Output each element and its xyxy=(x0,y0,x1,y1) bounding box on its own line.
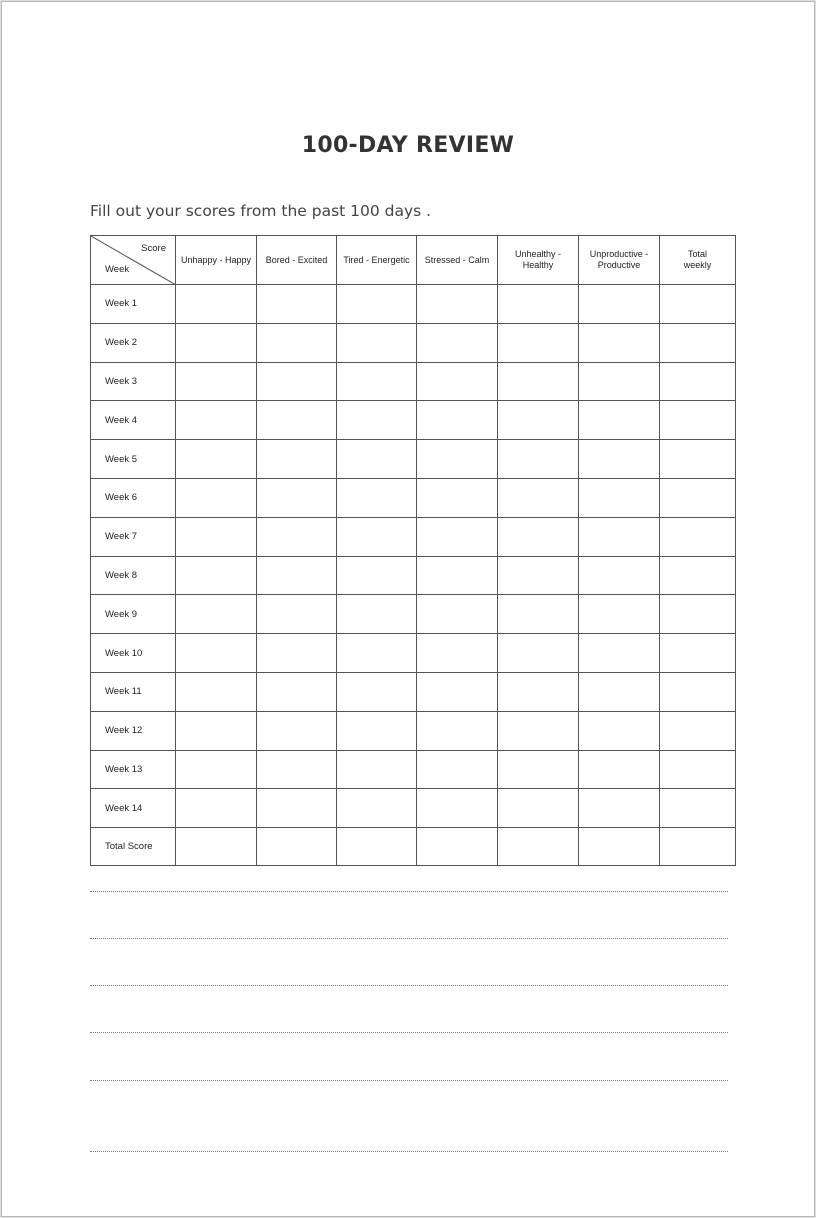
total-row xyxy=(91,828,736,866)
score-cell[interactable] xyxy=(417,711,498,750)
corner-score-label: Score xyxy=(141,243,166,254)
score-cell[interactable] xyxy=(498,401,579,440)
score-cell[interactable] xyxy=(417,285,498,324)
score-cell[interactable] xyxy=(579,478,660,517)
score-cell[interactable] xyxy=(579,828,660,866)
score-cell[interactable] xyxy=(498,362,579,401)
score-cell[interactable] xyxy=(660,478,736,517)
score-cell[interactable] xyxy=(176,478,257,517)
score-cell[interactable] xyxy=(337,440,417,479)
notes-line[interactable] xyxy=(90,985,728,986)
row-label: Week 3 xyxy=(91,362,176,401)
score-cell[interactable] xyxy=(579,323,660,362)
score-cell[interactable] xyxy=(498,672,579,711)
score-cell[interactable] xyxy=(337,634,417,673)
score-cell[interactable] xyxy=(498,323,579,362)
score-cell[interactable] xyxy=(660,672,736,711)
score-cell[interactable] xyxy=(660,750,736,789)
column-header xyxy=(417,236,498,285)
score-cell[interactable] xyxy=(579,634,660,673)
page-title: 100-DAY REVIEW xyxy=(301,133,515,158)
notes-line[interactable] xyxy=(90,1151,728,1152)
score-cell[interactable] xyxy=(257,323,337,362)
table-row xyxy=(91,672,736,711)
score-cell[interactable] xyxy=(257,634,337,673)
score-cell[interactable] xyxy=(176,595,257,634)
score-cell[interactable] xyxy=(660,595,736,634)
row-label: Week 6 xyxy=(91,478,176,517)
score-cell[interactable] xyxy=(417,634,498,673)
column-header xyxy=(257,236,337,285)
score-cell[interactable] xyxy=(337,478,417,517)
column-header-label: Bored - Excited xyxy=(265,254,328,265)
row-label: Week 9 xyxy=(91,595,176,634)
score-cell[interactable] xyxy=(257,401,337,440)
score-cell[interactable] xyxy=(579,556,660,595)
score-cell[interactable] xyxy=(417,556,498,595)
score-cell[interactable] xyxy=(176,517,257,556)
row-label: Week 1 xyxy=(91,285,176,324)
column-header-label: Stressed - Calm xyxy=(424,254,490,265)
score-cell[interactable] xyxy=(417,401,498,440)
score-cell[interactable] xyxy=(337,517,417,556)
score-cell[interactable] xyxy=(498,556,579,595)
table-row xyxy=(91,440,736,479)
row-label: Week 10 xyxy=(91,634,176,673)
score-cell[interactable] xyxy=(498,478,579,517)
score-cell[interactable] xyxy=(176,401,257,440)
score-cell[interactable] xyxy=(176,634,257,673)
row-label: Week 2 xyxy=(91,323,176,362)
score-cell[interactable] xyxy=(337,401,417,440)
score-cell[interactable] xyxy=(660,517,736,556)
column-header xyxy=(660,236,736,285)
table-row xyxy=(91,556,736,595)
score-cell[interactable] xyxy=(660,362,736,401)
score-cell[interactable] xyxy=(660,634,736,673)
score-cell[interactable] xyxy=(579,750,660,789)
table-row xyxy=(91,285,736,324)
table-row xyxy=(91,362,736,401)
table-row xyxy=(91,478,736,517)
table-row xyxy=(91,517,736,556)
score-cell[interactable] xyxy=(257,362,337,401)
score-cell[interactable] xyxy=(176,711,257,750)
score-cell[interactable] xyxy=(579,672,660,711)
corner-week-label: Week xyxy=(105,264,130,275)
column-header xyxy=(498,236,579,285)
score-cell[interactable] xyxy=(498,711,579,750)
row-label: Week 12 xyxy=(91,711,176,750)
score-cell[interactable] xyxy=(176,362,257,401)
score-cell[interactable] xyxy=(257,750,337,789)
score-cell[interactable] xyxy=(579,401,660,440)
score-cell[interactable] xyxy=(337,711,417,750)
score-cell[interactable] xyxy=(176,285,257,324)
worksheet-page xyxy=(1,1,815,1217)
score-cell[interactable] xyxy=(417,323,498,362)
score-cell[interactable] xyxy=(417,789,498,828)
instructions-text: Fill out your scores from the past 100 days . xyxy=(90,202,432,220)
row-label: Week 5 xyxy=(91,440,176,479)
score-cell[interactable] xyxy=(257,440,337,479)
score-cell[interactable] xyxy=(176,556,257,595)
score-cell[interactable] xyxy=(579,517,660,556)
score-cell[interactable] xyxy=(498,285,579,324)
row-label: Week 4 xyxy=(91,401,176,440)
score-cell[interactable] xyxy=(579,789,660,828)
table-row xyxy=(91,711,736,750)
score-cell[interactable] xyxy=(337,789,417,828)
score-cell[interactable] xyxy=(417,750,498,789)
score-cell[interactable] xyxy=(660,789,736,828)
score-cell[interactable] xyxy=(337,672,417,711)
score-cell[interactable] xyxy=(337,323,417,362)
score-cell[interactable] xyxy=(498,440,579,479)
score-cell[interactable] xyxy=(417,517,498,556)
score-cell[interactable] xyxy=(660,711,736,750)
score-cell[interactable] xyxy=(257,672,337,711)
score-cell[interactable] xyxy=(337,285,417,324)
table-row xyxy=(91,595,736,634)
score-cell[interactable] xyxy=(257,556,337,595)
score-cell[interactable] xyxy=(498,634,579,673)
column-header xyxy=(579,236,660,285)
score-cell[interactable] xyxy=(660,440,736,479)
row-label: Week 8 xyxy=(91,556,176,595)
score-cell[interactable] xyxy=(579,595,660,634)
score-cell[interactable] xyxy=(660,285,736,324)
column-header-label: Tired - Energetic xyxy=(343,254,410,265)
score-cell[interactable] xyxy=(579,440,660,479)
score-cell[interactable] xyxy=(176,789,257,828)
score-cell[interactable] xyxy=(257,285,337,324)
score-cell[interactable] xyxy=(498,517,579,556)
column-header xyxy=(176,236,257,285)
column-header-label: Unproductive - Productive xyxy=(589,249,649,270)
score-cell[interactable] xyxy=(417,440,498,479)
score-cell[interactable] xyxy=(176,323,257,362)
score-cell[interactable] xyxy=(498,595,579,634)
row-label: Week 7 xyxy=(91,517,176,556)
score-cell[interactable] xyxy=(579,711,660,750)
table-row xyxy=(91,323,736,362)
column-header-label: Unhealthy - Healthy xyxy=(514,249,562,270)
score-cell[interactable] xyxy=(417,362,498,401)
score-cell[interactable] xyxy=(176,672,257,711)
column-header xyxy=(337,236,417,285)
score-cell[interactable] xyxy=(417,478,498,517)
score-cell[interactable] xyxy=(337,362,417,401)
column-header-label: Unhappy - Happy xyxy=(180,254,252,265)
score-cell[interactable] xyxy=(176,750,257,789)
score-cell[interactable] xyxy=(660,323,736,362)
score-cell[interactable] xyxy=(257,478,337,517)
score-cell[interactable] xyxy=(337,595,417,634)
score-cell[interactable] xyxy=(417,672,498,711)
score-cell[interactable] xyxy=(579,362,660,401)
score-cell[interactable] xyxy=(257,828,337,866)
score-cell[interactable] xyxy=(660,401,736,440)
review-table xyxy=(90,235,736,866)
score-cell[interactable] xyxy=(660,828,736,866)
notes-line[interactable] xyxy=(90,1032,728,1033)
row-label: Week 13 xyxy=(91,750,176,789)
score-cell[interactable] xyxy=(498,789,579,828)
score-cell[interactable] xyxy=(660,556,736,595)
table-row xyxy=(91,789,736,828)
score-cell[interactable] xyxy=(579,285,660,324)
score-cell[interactable] xyxy=(257,711,337,750)
score-cell[interactable] xyxy=(176,440,257,479)
score-cell[interactable] xyxy=(337,828,417,866)
row-label: Week 14 xyxy=(91,789,176,828)
column-header-label: Total weekly xyxy=(683,249,712,270)
notes-line[interactable] xyxy=(90,1080,728,1081)
score-cell[interactable] xyxy=(257,789,337,828)
row-label: Week 11 xyxy=(91,672,176,711)
score-cell[interactable] xyxy=(257,517,337,556)
notes-line[interactable] xyxy=(90,938,728,939)
table-row xyxy=(91,401,736,440)
score-cell[interactable] xyxy=(417,595,498,634)
corner-cell xyxy=(91,236,176,285)
table-row xyxy=(91,634,736,673)
score-cell[interactable] xyxy=(257,595,337,634)
row-label: Total Score xyxy=(91,828,176,866)
notes-line[interactable] xyxy=(90,891,728,892)
score-cell[interactable] xyxy=(417,828,498,866)
score-cell[interactable] xyxy=(498,828,579,866)
score-cell[interactable] xyxy=(498,750,579,789)
header-row xyxy=(91,236,736,285)
score-cell[interactable] xyxy=(337,556,417,595)
score-cell[interactable] xyxy=(176,828,257,866)
score-cell[interactable] xyxy=(337,750,417,789)
table-row xyxy=(91,750,736,789)
